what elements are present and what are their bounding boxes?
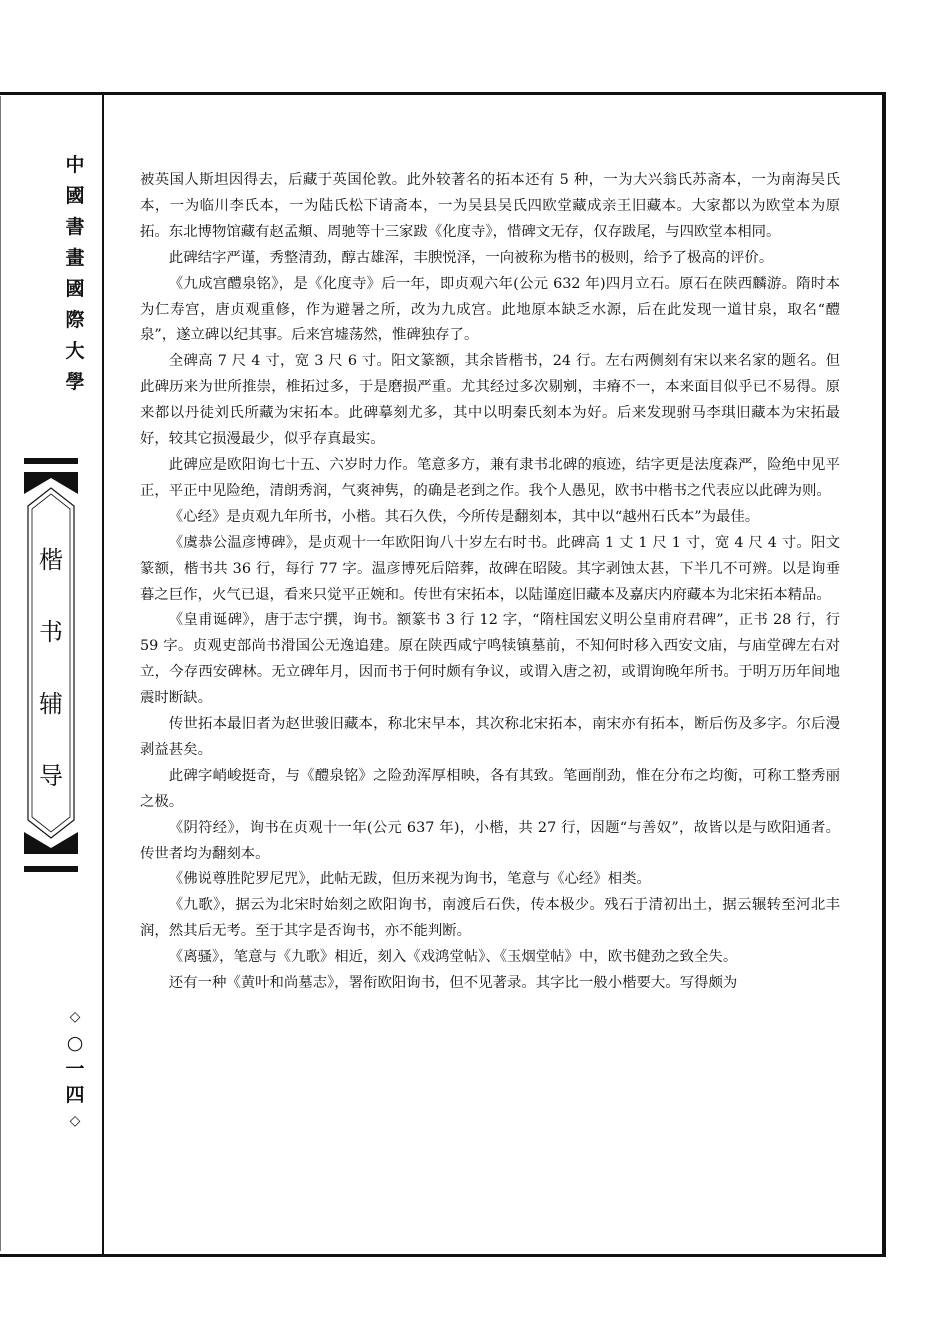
paragraph: 全碑高 7 尺 4 寸，宽 3 尺 6 寸。阳文篆额，其余皆楷书，24 行。左右两侧刻有宋以来名家的题名。但此碑历来为世所推崇，椎拓过多，于是磨损严重。尤其经过多次剔剜，丰瘠不一，本来面目似乎已不易得。原来都以丹徒刘氏所藏为宋拓本。此碑摹刻尤多，其中以明秦氏刻本为好。后来发现驸马李琪旧藏本为宋拓最好，较其它损漫最少，似乎存真最实。	[140, 353, 840, 448]
paragraph: 《九歌》，据云为北宋时始刻之欧阳询书，南渡后石佚，传本极少。残石于清初出土，据云辗转至河北丰润，然其后无考。至于其字是否询书，亦不能判断。	[140, 897, 840, 940]
spine-title-char: 畫	[65, 247, 85, 269]
page-number-digit: ○	[66, 1032, 84, 1054]
paragraph: 此碑字峭峻挺奇，与《醴泉铭》之险劲浑厚相映，各有其致。笔画削劲，惟在分布之均衡，可称工整秀丽之极。	[140, 767, 840, 810]
spine-title-char: 書	[65, 216, 85, 238]
paragraph: 被英国人斯坦因得去，后藏于英国伦敦。此外较著名的拓本还有 5 种，一为大兴翁氏苏斋本，一为南海吴氏本，一为临川李氏本，一为陆氏松下请斋本，一为吴县吴氏四欧堂藏成亲王旧藏本。大家都以为欧堂本为原拓。东北博物馆藏有赵孟頫、周驰等十三家跋《化度寺》，惜碑文无存，仅存跋尾，与四欧堂本相同。	[140, 172, 840, 240]
paragraph: 《阴符经》，询书在贞观十一年(公元 637 年)，小楷，共 27 行，因题“与善奴”，故皆以是与欧阳通者。传世者均为翻刻本。	[140, 819, 840, 862]
spine-title-char: 中	[65, 154, 85, 176]
spine-divider	[102, 92, 104, 1254]
diamond-icon: ◇	[69, 1009, 81, 1025]
section-title-char: 楷	[39, 546, 63, 574]
diamond-icon: ◇	[69, 1113, 81, 1129]
frame-left-edge	[0, 96, 1, 1251]
body-text	[140, 168, 840, 997]
paragraph: 传世拓本最旧者为赵世骏旧藏本，称北宋早本，其次称北宋拓本，南宋亦有拓本，断后伤及多字。尔后漫剥益甚矣。	[140, 716, 840, 758]
spine-top-bar	[24, 458, 78, 464]
page-number	[60, 1004, 90, 1134]
paragraph: 还有一种《黄叶和尚墓志》，署衔欧阳询书，但不见著录。其字比一般小楷要大。写得颇为	[168, 975, 738, 992]
section-title-char: 辅	[39, 690, 63, 718]
page-number-digit: 四	[65, 1084, 85, 1106]
section-title	[22, 540, 80, 828]
spine-title	[60, 150, 90, 398]
page-number-digit: 一	[65, 1058, 85, 1080]
spine-title-char: 國	[65, 278, 85, 300]
paragraph: 《皇甫诞碑》，唐于志宁撰，询书。额篆书 3 行 12 字，“隋柱国宏义明公皇甫府君碑”，正书 28 行，行 59 字。贞观吏部尚书滑国公无逸追建。原在陕西咸宁鸣犊镇墓前，不知何时移入西安文庙，与庙堂碑左右对立，今存西安碑林。无立碑年月，因而书于何时颇有争议，或谓入唐之初，或谓询晚年所书。于明万历年间地震时断缺。	[140, 612, 840, 707]
paragraph: 《心经》是贞观九年所书，小楷。其石久佚，今所传是翻刻本，其中以“越州石氏本”为最佳。	[168, 508, 760, 525]
paragraph: 《九成宫醴泉铭》，是《化度寺》后一年，即贞观六年(公元 632 年)四月立石。原石在陕西麟游。隋时本为仁寿宫，唐贞观重修，作为避暑之所，改为九成宫。此地原本缺乏水源，后在此发现一道甘泉，取名“醴泉”，遂立碑以纪其事。后来宫墟荡然，惟碑独存了。	[140, 275, 840, 344]
spine-title-char: 際	[65, 309, 85, 331]
paragraph: 此碑结字严谨，秀整清劲，醇古雄浑，丰腴悦泽，一向被称为楷书的极则，给予了极高的评价。	[168, 249, 774, 266]
paragraph: 《离骚》，笔意与《九歌》相近，刻入《戏鸿堂帖》、《玉烟堂帖》中，欧书健劲之致全失。	[168, 949, 738, 966]
section-title-char: 导	[39, 762, 63, 790]
paragraph: 此碑应是欧阳询七十五、六岁时力作。笔意多方，兼有隶书北碑的痕迹，结字更是法度森严，险绝中见平正，平正中见险绝，清朗秀润，气爽神隽，的确是老到之作。我个人愚见，欧书中楷书之代表应以此碑为则。	[140, 456, 840, 499]
spine-title-char: 國	[65, 185, 85, 207]
spine-title-char: 學	[65, 371, 85, 393]
section-title-char: 书	[39, 618, 63, 646]
spine-bottom-bar	[24, 866, 78, 872]
paragraph: 《虞恭公温彦博碑》，是贞观十一年欧阳询八十岁左右时书。此碑高 1 丈 1 尺 1 寸，宽 4 尺 4 寸。阳文篆额，楷书共 36 行，每行 77 字。温彦博死后陪葬，故碑在昭陵。其字剥蚀太甚，下半几不可辨。以是询垂暮之巨作，火气已退，看来只觉平正婉和。传世有宋拓本，以陆谨庭旧藏本及嘉庆内府藏本为北宋拓本精品。	[140, 534, 840, 603]
spine-title-char: 大	[65, 340, 85, 362]
paragraph: 《佛说尊胜陀罗尼咒》，此帖无跋，但历来视为询书，笔意与《心经》相类。	[168, 871, 651, 888]
